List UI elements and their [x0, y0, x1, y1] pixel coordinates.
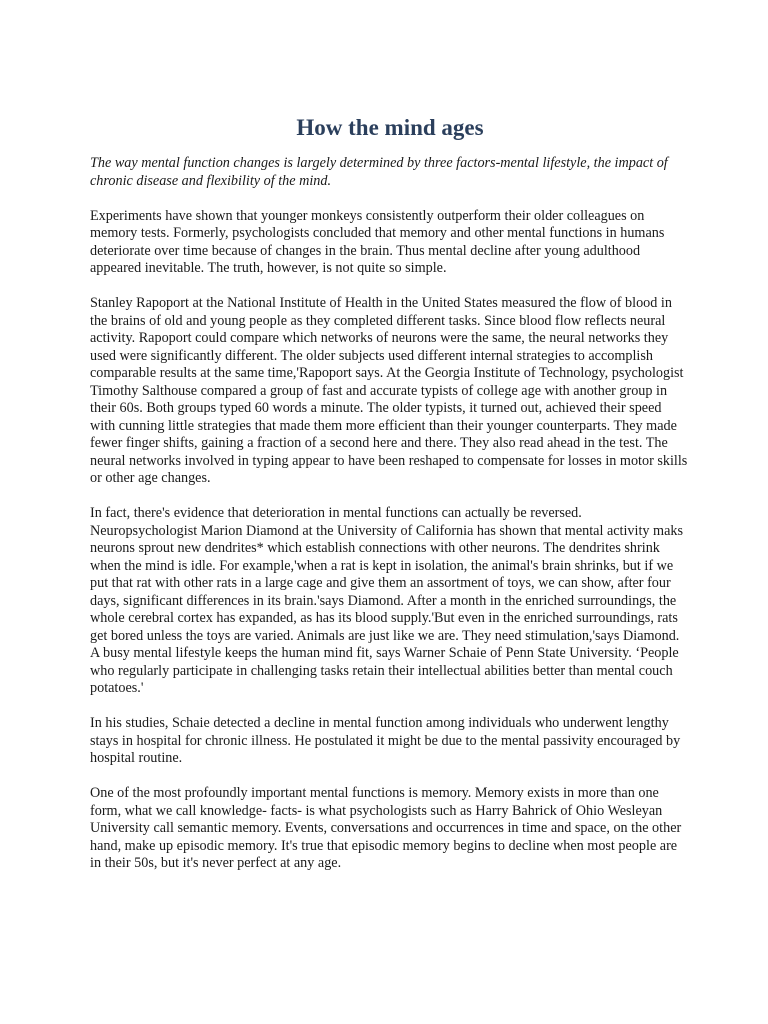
paragraph-5: One of the most profoundly important mental functions is memory. Memory exists in more than one form, what we call knowledge- facts- is what psychologists such as Harry Bahrick of Ohio Wesleyan University call semantic memory. Events, conversations and occurrences in time and space, on the other hand, make up episodic memory. It's true that episodic memory begins to decline when most people are in their 50s, but it's never perfect at any age. [90, 785, 682, 871]
paragraph-3: In fact, there's evidence that deterioration in mental functions can actually be reversed. Neuropsychologist Marion Diamond at the University of California has shown that mental activity maks neurons sprout new dendrites* which establish connections with other neurons. The dendrites shrink when the mind is idle. For example,'when a rat is kept in isolation, the animal's brain shrinks, but if we put that rat with other rats in a large cage and give them an assortment of toys, we can show, after four days, significant differences in its brain.'says Diamond. After a month in the enriched surroundings, the whole cerebral cortex has expanded, as has its blood supply.'But even in the enriched surroundings, rats get bored unless the toys are varied. Animals are just like we are. They need stimulation,'says Diamond. A busy mental lifestyle keeps the human mind fit, says Warner Schaie of Penn State University. ‘People who regularly participate in challenging tasks retain their intellectual abilities better than mental couch potatoes.' [90, 505, 684, 696]
paragraph-4: In his studies, Schaie detected a decline in mental function among individuals who underwent lengthy stays in hospital for chronic illness. He postulated it might be due to the mental passivity encouraged by hospital routine. [90, 715, 681, 766]
article-subtitle: The way mental function changes is largely determined by three factors-mental lifestyle, the impact of chronic disease and flexibility of the mind. [90, 155, 668, 189]
paragraph-2: Stanley Rapoport at the National Institute of Health in the United States measured the flow of blood in the brains of old and young people as they completed different tasks. Since blood flow reflects neural activity. Rapoport could compare which networks of neurons were the same, the neural networks they used were significantly different. The older subjects used different internal strategies to accomplish comparable results at the same time,'Rapoport says. At the Georgia Institute of Technology, psychologist Timothy Salthouse compared a group of fast and accurate typists of college age with another group in their 60s. Both groups typed 60 words a minute. The older typists, it turned out, achieved their speed with cunning little strategies that made them more efficient than their younger counterparts. They made fewer finger shifts, gaining a fraction of a second here and there. They also read ahead in the test. The neural networks involved in typing appear to have been reshaped to compensate for losses in motor skills or other age changes. [90, 295, 688, 486]
document-page [90, 113, 690, 890]
paragraph-1: Experiments have shown that younger monkeys consistently outperform their older colleagues on memory tests. Formerly, psychologists concluded that memory and other mental functions in humans deteriorate over time because of changes in the brain. Thus mental decline after young adulthood appeared inevitable. The truth, however, is not quite so simple. [90, 207, 665, 276]
article-title: How the mind ages [296, 115, 484, 140]
